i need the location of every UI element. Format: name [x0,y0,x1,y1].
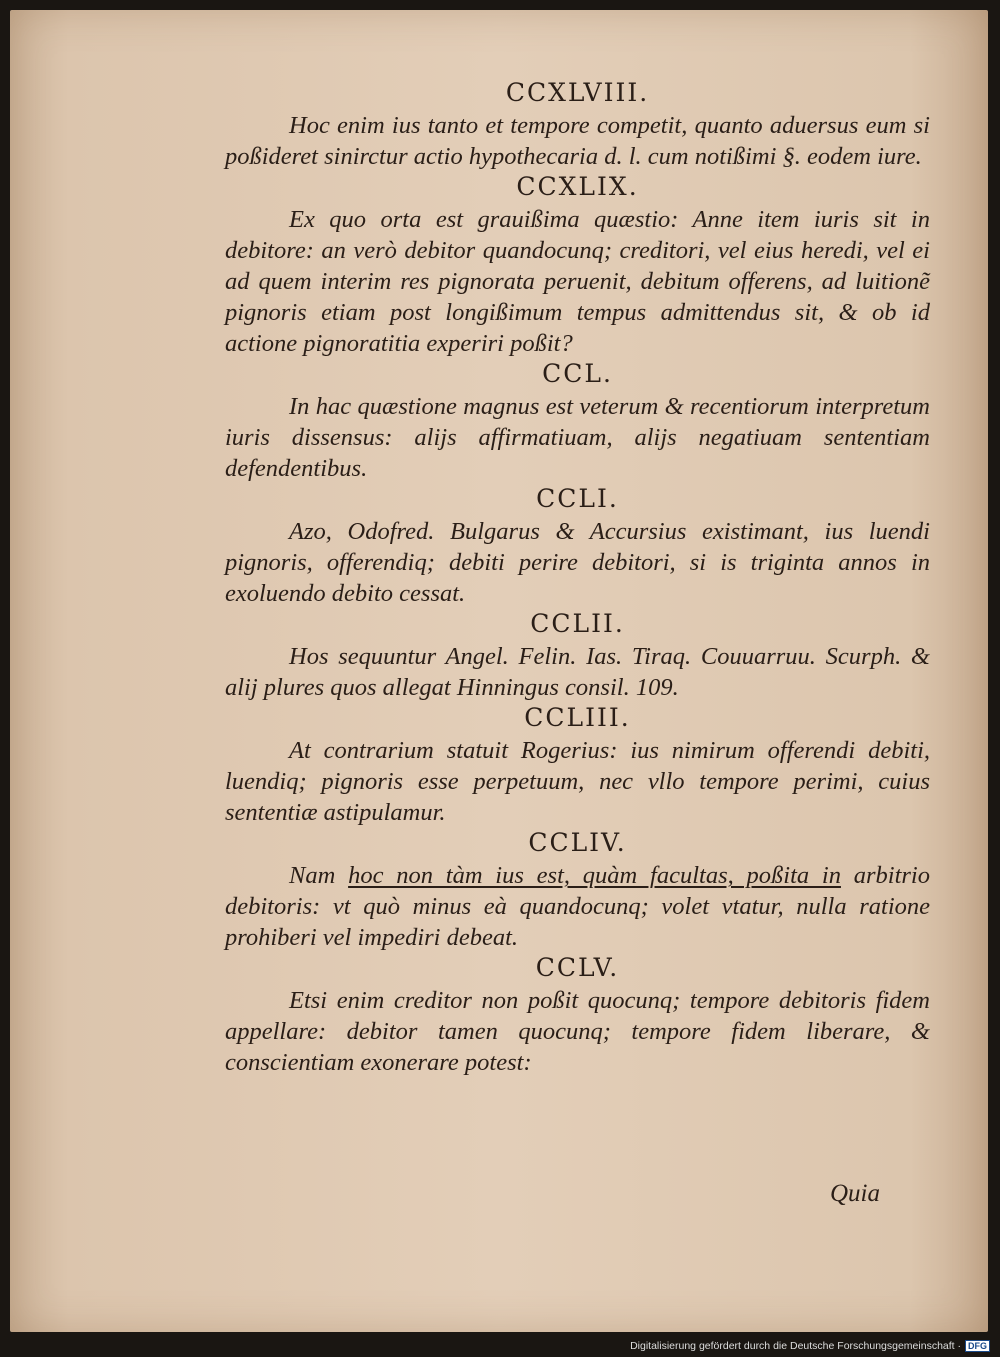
footer-text: Digitalisierung gefördert durch die Deutsche Forschungsgemeinschaft · [630,1340,961,1352]
section-numeral: CCXLVIII. [505,78,650,107]
section-text: Hoc enim ius tanto et tempore competit, quanto aduersus eum si poßideret sinirctur actio hypothecaria d. l. cum notißimi §. eodem iure. [225,112,930,170]
section-numeral: CCXLIX. [516,172,639,201]
section-numeral: CCLII. [530,609,625,638]
dfg-logo: DFG [965,1340,990,1352]
section-numeral: CCLIV. [528,828,627,857]
section-numeral: CCLV. [535,953,620,982]
section [225,703,930,828]
text-before: Nam [289,862,349,889]
section [225,609,930,703]
section [225,953,930,1078]
section [225,484,930,609]
section-text: In hac quæstione magnus est veterum & recentiorum interpretum iuris dissensus: alijs affirmatiuam, alijs negatiuam sententiam defendentibus. [225,393,930,482]
section-text: At contrarium statuit Rogerius: ius nimirum offerendi debiti, luendiq; pignoris esse perpetuum, nec vllo tempore perimi, cuius sententiæ astipulamur. [225,737,930,826]
section-numeral: CCLIII. [524,703,631,732]
text-after: arbitrio debitoris: vt quò minus eà quandocunq; volet vtatur, nulla ratione prohiberi vel impediri debeat. [225,862,930,951]
section [225,78,930,172]
section-text: Hos sequuntur Angel. Felin. Ias. Tiraq. Couuarruu. Scurph. & alij plures quos allegat Hinningus consil. 109. [225,643,930,701]
catchword: Quia [830,1180,880,1207]
section-numeral: CCL. [542,359,613,388]
section [225,359,930,484]
section-text: Azo, Odofred. Bulgarus & Accursius existimant, ius luendi pignoris, offerendiq; debiti perire debitori, si is triginta annos in exoluendo debito cessat. [225,518,930,607]
section-text: Ex quo orta est grauißima quæstio: Anne item iuris sit in debitore: an verò debitor quandocunq; creditori, vel eius heredi, vel ei ad quem interim res pignorata peruenit, debitum offerens, ad luitionẽ pignoris etiam post longißimum tempus admittendus sit, & ob id actione pignoratitia experiri poßit? [225,206,930,357]
section-text [225,860,930,953]
footer [630,1340,990,1352]
section [225,172,930,359]
section [225,828,930,953]
underlined-text: hoc non tàm ius est, quàm facultas, poßita in [348,862,841,889]
page-text [225,78,930,1078]
section-text: Etsi enim creditor non poßit quocunq; tempore debitoris fidem appellare: debitor tamen quocunq; tempore fidem liberare, & conscientiam exonerare potest: [225,987,930,1076]
section-numeral: CCLI. [536,484,619,513]
